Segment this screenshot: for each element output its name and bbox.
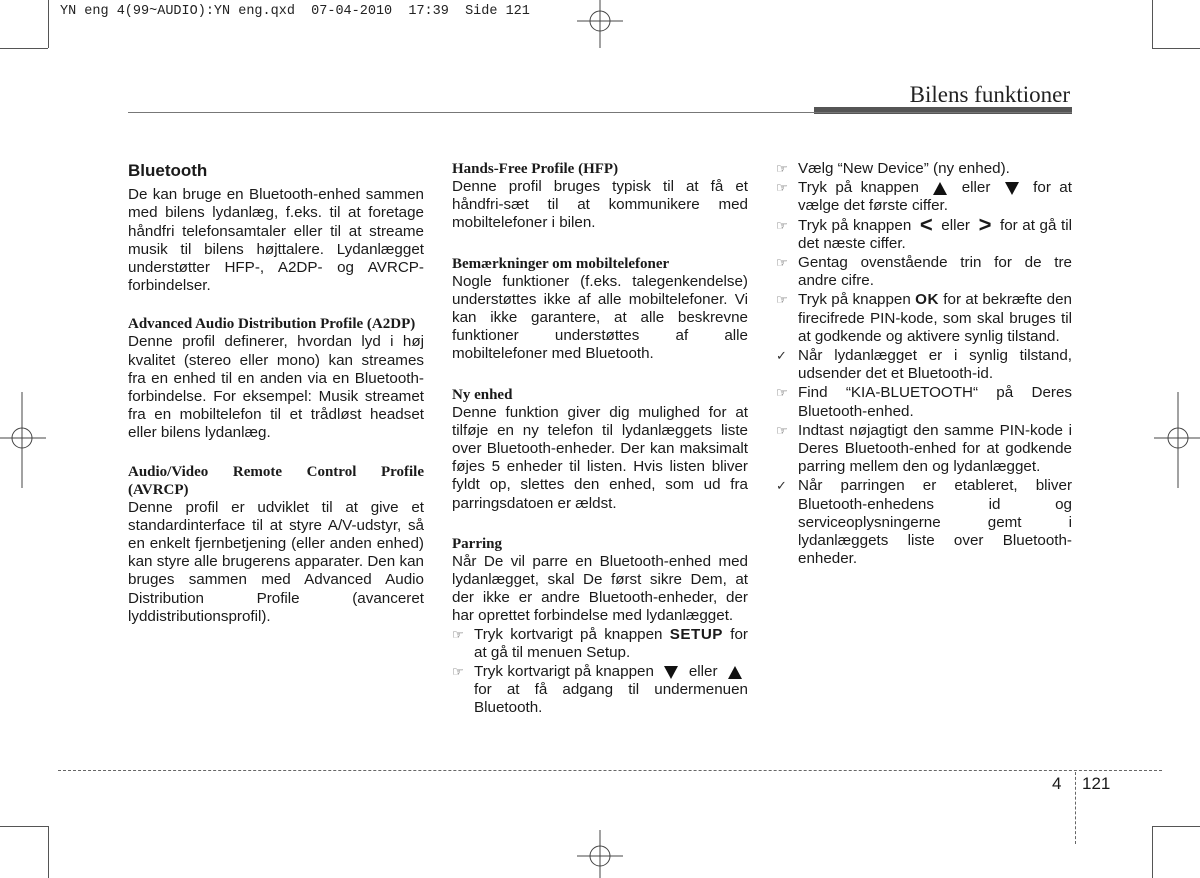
list-item: ☞ Gentag ovenstående trin for de tre andre cifre.: [776, 254, 1072, 290]
step-marker-icon: ☞: [776, 255, 788, 271]
step-marker-icon: ☞: [776, 180, 788, 196]
step-marker-icon: ☞: [776, 385, 788, 401]
crop-mark: [48, 0, 49, 48]
list-item: ☞ Tryk på knappen eller for at vælge det første ciffer.: [776, 179, 1072, 215]
a2dp-text: Denne profil definerer, hvordan lyd i høj kvalitet (stereo eller mono) kan streames fra en enhed til en anden via en Bluetooth-forbindelse. For eksempel: Musik streamet fra en mobiltelefon til et trådløst headset eller bilens lydanlæg.: [128, 333, 424, 442]
step-marker-icon: ☞: [452, 664, 464, 680]
column-2: [452, 160, 748, 719]
up-arrow-icon: [728, 666, 742, 679]
step-marker-icon: ☞: [776, 292, 788, 308]
print-slug: YN eng 4(99~AUDIO):YN eng.qxd 07-04-2010 17:39 Side 121: [60, 4, 530, 19]
list-item: ☞ Tryk kortvarigt på knappen SETUP for at gå til menuen Setup.: [452, 625, 748, 661]
column-3: [776, 160, 1072, 569]
crop-mark: [0, 48, 48, 49]
step-marker-icon: ☞: [776, 161, 788, 176]
step-marker-icon: ☞: [776, 422, 788, 438]
notes-text: Nogle funktioner (f.eks. talegenkendelse) understøttes ikke af alle mobiltelefoner. Vi kan ikke garantere, at alle beskrevne funktioner understøttes af alle mobiltelefoner med Bluetooth.: [452, 272, 748, 363]
avrcp-heading: Audio/Video Remote Control Profile (AVRCP): [128, 463, 424, 498]
registration-mark-left: [0, 392, 48, 492]
right-chevron-icon: >: [978, 211, 992, 237]
list-item: ✓ Når lydanlægget er i synlig tilstand, udsender det et Bluetooth-id.: [776, 347, 1072, 383]
a2dp-heading: Advanced Audio Distribution Profile (A2DP): [128, 316, 416, 333]
up-arrow-icon: [933, 182, 947, 195]
checkmark-icon: ✓: [776, 348, 787, 364]
crop-mark: [1152, 48, 1200, 49]
notes-heading: Bemærkninger om mobiltelefoner: [452, 255, 670, 272]
crop-mark: [0, 826, 48, 827]
step-marker-icon: ☞: [452, 626, 464, 642]
list-item: ☞ Indtast nøjagtigt den samme PIN-kode i Deres Bluetooth-enhed for at godkende parring mellem den og lydanlægget.: [776, 421, 1072, 476]
new-device-heading: Ny enhed: [452, 386, 513, 403]
down-arrow-icon: [664, 666, 678, 679]
crop-mark: [1152, 826, 1153, 878]
crop-mark: [1152, 0, 1153, 48]
page-number: 121: [1082, 774, 1111, 793]
section-title: Bilens funktioner: [909, 82, 1070, 107]
registration-mark-bottom: [577, 830, 623, 878]
footer-dashed-rule: [58, 770, 1162, 771]
setup-button-label: SETUP: [669, 625, 723, 643]
column-1: [128, 160, 424, 626]
section-number: 4: [1052, 774, 1062, 793]
footer-dashed-divider: [1075, 772, 1076, 844]
down-arrow-icon: [1005, 182, 1019, 195]
crop-mark: [1152, 826, 1200, 827]
avrcp-text: Denne profil er udviklet til at give et standardinterface til at styre A/V-udstyr, så en enkelt fjernbetjening (eller anden enhed) kan styre alle brugerens apparater. Den kan bruges sammen med Advanced Audio Distribution Profile (avanceret lyddistributionsprofil).: [128, 498, 424, 625]
checkmark-icon: ✓: [776, 478, 787, 494]
list-item: ☞ Find “KIA-BLUETOOTH“ på Deres Bluetooth-enhed.: [776, 384, 1072, 420]
list-item: ☞ Vælg “New Device” (ny enhed).: [776, 160, 1010, 177]
header-rule-thin: [128, 112, 1072, 113]
pairing-text: Når De vil parre en Bluetooth-enhed med lydanlægget, skal De først sikre Dem, at der ikke er andre Bluetooth-enheder, der har oprettet forbindelse med lydanlægget.: [452, 552, 748, 625]
left-chevron-icon: <: [919, 211, 933, 237]
list-item: ☞ Tryk på knappen OK for at bekræfte den firecifrede PIN-kode, som skal bruges til at godkende og aktivere synlig tilstand.: [776, 291, 1072, 345]
registration-mark-right: [1152, 392, 1200, 492]
bluetooth-intro: De kan bruge en Bluetooth-enhed sammen med bilens lydanlæg, f.eks. til at foretage håndfri telefonsamtaler eller til at streame musik til bilens højttalere. Lydanlægget understøtter HFP-, A2DP- og AVRCP-forbindelser.: [128, 186, 424, 295]
registration-mark-top: [577, 0, 623, 50]
bluetooth-heading: Bluetooth: [128, 161, 208, 180]
list-item: ☞ Tryk kortvarigt på knappen eller for at få adgang til undermenuen Bluetooth.: [452, 663, 748, 717]
crop-mark: [48, 826, 49, 878]
hfp-text: Denne profil bruges typisk til at få et håndfri-sæt til at kommunikere med mobiltelefoner i bilen.: [452, 178, 748, 232]
list-item: ☞ Tryk på knappen < eller > for at gå til det næste ciffer.: [776, 211, 1072, 252]
hfp-heading: Hands-Free Profile (HFP): [452, 161, 619, 177]
pairing-heading: Parring: [452, 535, 502, 552]
ok-button-label: OK: [915, 291, 939, 309]
step-marker-icon: ☞: [776, 217, 788, 233]
list-item: ✓ Når parringen er etableret, bliver Bluetooth-enhedens id og serviceoplysningerne gemt i lydanlæggets liste over Bluetooth-enheder.: [776, 477, 1072, 568]
new-device-text: Denne funktion giver dig mulighed for at tilføje en ny telefon til lydanlæggets liste over Bluetooth-enheder. Der kan maksimalt føjes 5 enheder til listen. Hvis listen bliver fyldt op, slettes den enhed, som ud fra parringsdatoen er ældst.: [452, 403, 748, 512]
